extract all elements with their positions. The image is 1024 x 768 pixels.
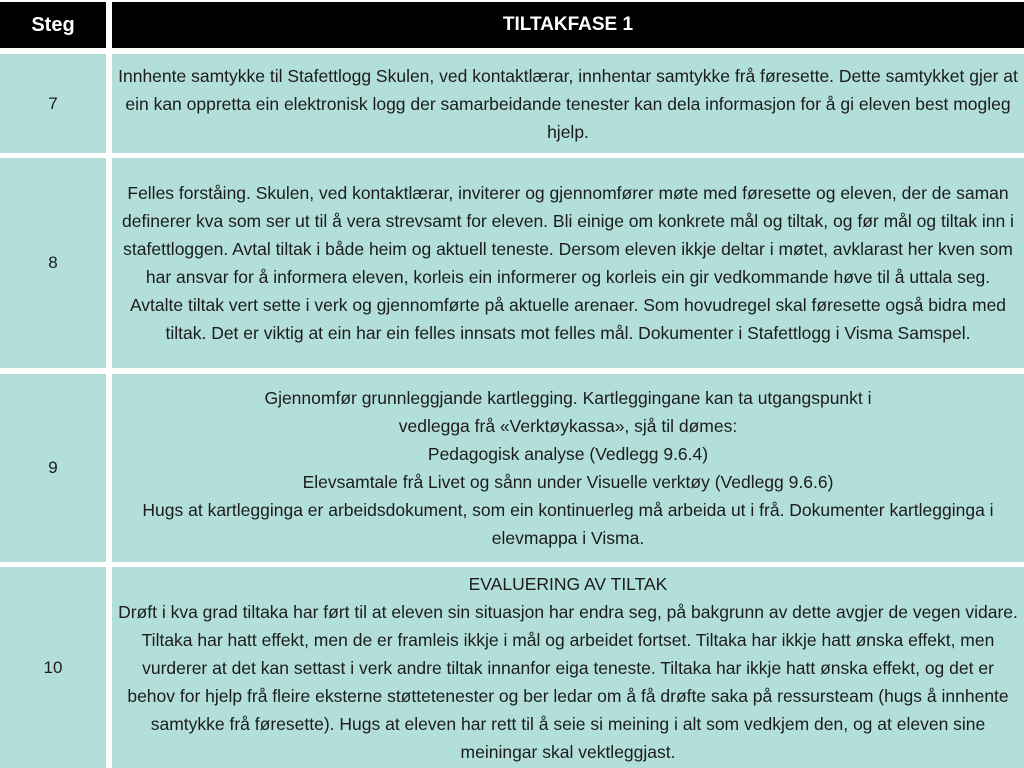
step-text: Drøft i kva grad tiltaka har ført til at eleven sin situasjon har endra seg, på bakgrunn av dette avgjer de vegen vidare. Tiltaka har hatt effekt, men de er framleis ikkje i mål og arbeidet fortset. Tiltaka har ikkje hatt ønska effekt, men vurderer at det kan settast i verk andre tiltak innanfor eiga teneste. Tiltaka har ikkje hatt ønska effekt, og det er behov for hjelp frå fleire eksterne støttetenester og ber ledar om å få drøfte saka på ressursteam (hugs å innhente samtykke frå føresette). Hugs at eleven har rett til å seie si meining i alt som vedkjem den, og at eleven sine meiningar skal vektleggjast.	[118, 601, 1018, 762]
step-heading: EVALUERING AV TILTAK	[468, 573, 668, 594]
step-number-10: 10	[0, 567, 106, 768]
step-text: Felles forståing. Skulen, ved kontaktlærar, inviterer og gjennomfører møte med føresette og eleven, der de saman definerer kva som ser ut til å vera strevsamt for eleven. Bli einige om konkrete mål og tiltak, og før mål og tiltak inn i stafettloggen. Avtal tiltak i både heim og aktuell teneste. Dersom eleven ikkje deltar i møtet, avklarast her kven som har ansvar for å informera eleven, korleis ein informerer og korleis ein gir vedkommande høve til å uttala seg. Avtalte tiltak vert sette i verk og gjennomførte på aktuelle arenaer. Som hovudregel skal føresette også bidra med tiltak. Det er viktig at ein har ein felles innsats mot felles mål. Dokumenter i Stafettlogg i Visma Samspel.	[122, 183, 1014, 343]
step-text-line: vedlegga frå «Verktøykassa», sjå til dømes:	[398, 416, 738, 436]
step-text-group	[118, 570, 1018, 766]
step-description-9	[112, 374, 1024, 562]
step-text-line: Gjennomfør grunnleggjande kartlegging. Kartleggingane kan ta utgangspunkt i	[264, 388, 872, 408]
step-text-line: Elevsamtale frå Livet og sånn under Visuelle verktøy (Vedlegg 9.6.6)	[302, 472, 834, 492]
step-text-lines	[118, 384, 1018, 552]
step-number-7: 7	[0, 54, 106, 153]
step-description-8	[112, 158, 1024, 368]
step-number-9: 9	[0, 374, 106, 562]
step-description-10	[112, 567, 1024, 768]
step-text: Innhente samtykke til Stafettlogg Skulen, ved kontaktlærar, innhentar samtykke frå føresette. Dette samtykket gjer at ein kan oppretta ein elektronisk logg der samarbeidande tenester kan dela informasjon for å gi eleven best mogleg hjelp.	[118, 65, 1018, 142]
step-number-8: 8	[0, 158, 106, 368]
step-text-line: Hugs at kartlegginga er arbeidsdokument, som ein kontinuerleg må arbeida ut i frå. Dokumenter kartlegginga i elevmappa i Visma.	[142, 500, 994, 548]
table-title: TILTAKFASE 1	[112, 2, 1024, 48]
step-text-line: Pedagogisk analyse (Vedlegg 9.6.4)	[427, 444, 709, 464]
steg-header: Steg	[0, 2, 106, 48]
step-description-7	[112, 54, 1024, 153]
